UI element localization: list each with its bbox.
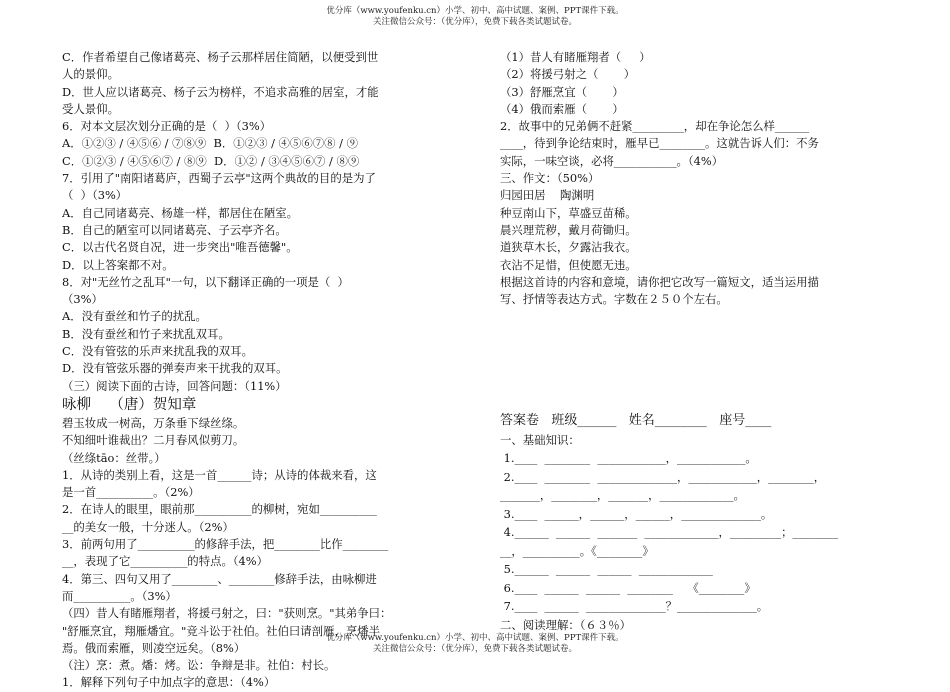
left-line: __，表现了它__________的特点。（4%） xyxy=(62,554,269,569)
left-line: A．①②③ / ④⑤⑥ / ⑦⑧⑨ B．①②③ / ④⑤⑥⑦⑧ / ⑨ xyxy=(62,136,358,151)
right-line: 2．故事中的兄弟俩不赶紧_________，却在争论怎么样______ xyxy=(500,119,810,134)
left-line: 而__________。（3%） xyxy=(62,588,177,603)
answer-line: 2.____ ________ ______________，____________，________， xyxy=(500,469,826,484)
left-line: 受人景仰。 xyxy=(62,101,119,116)
left-line: D．世人应以诸葛亮、杨子云为榜样，不追求高雅的居室，才能 xyxy=(62,84,379,99)
page-footer xyxy=(0,633,950,655)
page-header xyxy=(0,6,950,28)
answer-line: 4.______ ______ _______ _____________，_________；________ xyxy=(500,525,839,539)
answer-line: 一、基础知识： xyxy=(500,432,580,447)
right-line: 衣沾不足惜，但使愿无违。 xyxy=(500,257,637,272)
answer-line: 二、阅读理解：（６３％） xyxy=(500,617,631,632)
left-line: （三）阅读下面的古诗，回答问题：（11%） xyxy=(62,378,287,393)
left-line: C．没有管弦的乐声来扰乱我的双耳。 xyxy=(62,344,253,359)
right-line: 实际，一味空谈，必将___________。（4%） xyxy=(500,153,724,168)
left-line: 不知细叶谁裁出？二月春风似剪刀。 xyxy=(62,433,245,448)
right-line: （4）俄而索雁（ ） xyxy=(500,101,624,116)
answer-line: 6.____ ______ ______ ________ 《________》 xyxy=(500,580,756,595)
right-line: 晨兴理荒秽，戴月荷锄归。 xyxy=(500,222,637,237)
left-column xyxy=(62,49,422,692)
left-line: C．以古代名贤自况，进一步突出"唯吾德馨"。 xyxy=(62,240,298,255)
answer-line: __，__________。《________》 xyxy=(500,543,654,558)
left-line: 7．引用了"南阳诸葛庐，西蜀子云亭"这两个典故的目的是为了 xyxy=(62,171,376,186)
left-line: D．没有管弦乐器的弹奏声来干扰我的双耳。 xyxy=(62,361,288,376)
right-line: （1）昔人有睹雁翔者（ ） xyxy=(500,50,651,64)
left-line: （3%） xyxy=(62,292,103,307)
right-column xyxy=(500,49,860,308)
left-line: 焉。俄而索雁，则凌空远矣。（8%） xyxy=(62,640,246,655)
footer-line-1: 优分库（www.youfenku.cn）小学、初中、高中试题、案例、PPT课件下载。 xyxy=(326,633,624,643)
left-line: C．作者希望自己像诸葛亮、杨子云那样居住简陋，以便受到世 xyxy=(62,50,379,64)
poem-title: 咏柳 （唐）贺知章 xyxy=(62,396,197,413)
left-line: 是一首__________。（2%） xyxy=(62,485,200,500)
left-line: "舒雁烹宜，翔雁燔宜。"竞斗讼于社伯。社伯曰请剖雁，烹燔半 xyxy=(62,623,381,638)
left-line: 1．从诗的类别上看，这是一首______诗；从诗的体裁来看，这 xyxy=(62,467,377,482)
header-line-2: 关注微信公众号：（优分库），免费下载各类试题试卷。 xyxy=(372,17,577,27)
left-line: 碧玉妆成一树高，万条垂下绿丝绦。 xyxy=(62,415,245,430)
answer-line: 7.____ ______ ______________？______________。 xyxy=(500,599,769,613)
right-line: 种豆南山下，草盛豆苗稀。 xyxy=(500,205,637,220)
answer-line: 5.______ ______ ______ _____________ xyxy=(500,562,713,576)
left-line: 3．前两句用了__________的修辞手法，把________比作________ xyxy=(62,537,389,552)
left-line: A．自己同诸葛亮、杨雄一样，都居住在陋室。 xyxy=(62,205,299,220)
right-line: 写、抒情等表达方式。字数在２５０个左右。 xyxy=(500,292,728,307)
left-line: （ ）（3%） xyxy=(62,188,128,203)
answer-line: _______，________，_______，_____________。 xyxy=(500,488,745,502)
left-line: （注）烹：煮。燔：烤。讼：争辩是非。社伯：村长。 xyxy=(62,658,336,673)
left-line: 6．对本文层次划分正确的是（ ）（3%） xyxy=(62,119,272,134)
footer-line-2: 关注微信公众号：（优分库），免费下载各类试题试卷。 xyxy=(372,644,577,654)
left-line: 4．第三、四句又用了________、________修辞手法，由咏柳进 xyxy=(62,571,377,586)
right-line: 根据这首诗的内容和意境，请你把它改写一篇短文，适当运用描 xyxy=(500,274,819,289)
left-line: 2．在诗人的眼里，眼前那__________的柳树，宛如__________ xyxy=(62,502,377,517)
left-line: B．自己的陋室可以同诸葛亮、子云亭齐名。 xyxy=(62,222,287,237)
answer-line: 3.____ ______，______，______，______________。 xyxy=(500,506,773,521)
right-line: （3）舒雁烹宜（ ） xyxy=(500,84,624,99)
left-line: 1．解释下列句子中加点字的意思：（4%） xyxy=(62,675,276,690)
right-line: 三、作文：（50%） xyxy=(500,171,600,186)
left-line: （丝绦tāo：丝带。） xyxy=(62,450,166,465)
left-line: 8．对"无丝竹之乱耳"一句，以下翻译正确的一项是（ ） xyxy=(62,274,349,289)
left-line: C．①②③ / ④⑤⑥⑦ / ⑧⑨ D．①② / ③④⑤⑥⑦ / ⑧⑨ xyxy=(62,153,360,168)
right-line: （2）将援弓射之（ ） xyxy=(500,67,636,82)
right-line: 归园田居 陶渊明 xyxy=(500,188,595,203)
left-line: （四）昔人有睹雁翔者，将援弓射之，曰："获则烹。"其弟争曰： xyxy=(62,606,392,621)
left-line: A．没有蚕丝和竹子的扰乱。 xyxy=(62,309,207,324)
header-line-1: 优分库（www.youfenku.cn）小学、初中、高中试题、案例、PPT课件下载。 xyxy=(326,6,624,16)
left-line: 人的景仰。 xyxy=(62,67,119,82)
left-line: D．以上答案都不对。 xyxy=(62,257,174,272)
answer-sheet xyxy=(500,412,870,634)
right-line: ____，待到争论结束时，雁早已________。这就告诉人们：不务 xyxy=(500,136,819,151)
answer-line: 1.____ ________ ____________，____________。 xyxy=(500,451,757,465)
answer-sheet-title: 答案卷 班级______ 姓名________ 座号____ xyxy=(500,413,772,428)
left-line: B．没有蚕丝和竹子来扰乱双耳。 xyxy=(62,326,230,341)
left-line: __的美女一般，十分迷人。（2%） xyxy=(62,519,234,534)
right-line: 道狭草木长，夕露沾我衣。 xyxy=(500,240,637,255)
